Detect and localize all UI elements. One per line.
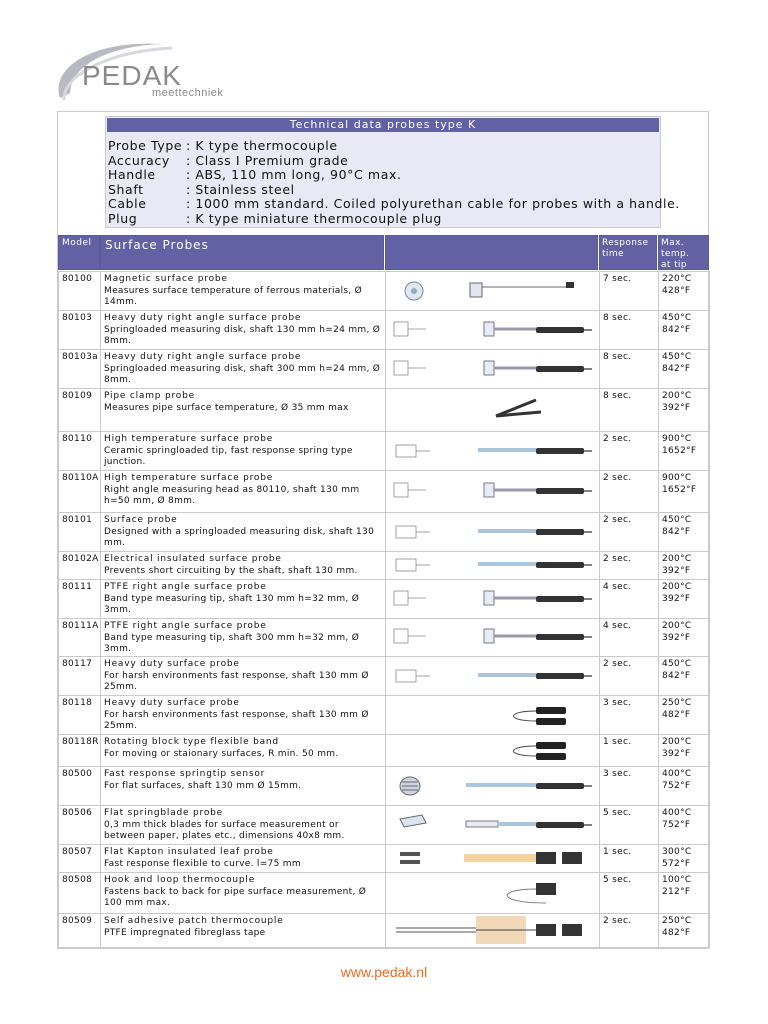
description-cell <box>101 389 386 432</box>
probe-row <box>59 735 710 767</box>
temp-celsius: 300°C <box>662 847 692 857</box>
probe-name: Flat springblade probe <box>104 808 224 818</box>
probe-description: Designed with a springloaded measuring disk, shaft 130 mm. <box>104 526 375 548</box>
probe-description: Prevents short circuiting by the shaft, shaft 130 mm. <box>104 565 358 576</box>
description-cell <box>101 471 386 513</box>
probe-description: Band type measuring tip, shaft 130 mm h=32 mm, Ø 3mm. <box>104 593 360 615</box>
header-image <box>385 235 598 270</box>
temp-fahrenheit: 1652°F <box>662 484 697 495</box>
spec-label: Cable <box>108 196 147 211</box>
temp-fahrenheit: 1652°F <box>662 445 697 456</box>
spec-value: : ABS, 110 mm long, 90°C max. <box>186 167 402 182</box>
temp-celsius: 450°C <box>662 515 692 525</box>
model-cell: 80500 <box>59 767 101 806</box>
response-cell: 5 sec. <box>600 806 659 845</box>
probe-name: Electrical insulated surface probe <box>104 554 282 564</box>
maxtemp-cell <box>659 657 710 696</box>
cable-probe-icon <box>386 735 600 767</box>
temp-celsius: 250°C <box>662 698 692 708</box>
description-cell <box>101 272 386 311</box>
temp-celsius: 400°C <box>662 808 692 818</box>
description-cell <box>101 873 386 914</box>
description-cell <box>101 350 386 389</box>
probe-description: Fast response flexible to curve. l=75 mm <box>104 858 301 869</box>
probe-row <box>59 311 710 350</box>
logo-subtitle: meettechniek <box>152 87 224 99</box>
temp-fahrenheit: 842°F <box>662 670 691 681</box>
temp-celsius: 200°C <box>662 554 692 564</box>
probe-row <box>59 914 710 948</box>
probe-name: Flat Kapton insulated leaf probe <box>104 847 274 857</box>
probe-row <box>59 657 710 696</box>
right-angle-probe-icon <box>386 471 600 513</box>
probe-description: Springloaded measuring disk, shaft 130 mm h=24 mm, Ø 8mm. <box>104 324 381 346</box>
header-model: Model <box>58 235 100 270</box>
spec-value: : K type miniature thermocouple plug <box>186 211 442 226</box>
description-cell <box>101 580 386 619</box>
temp-fahrenheit: 392°F <box>662 632 691 643</box>
probe-name: Rotating block type flexible band <box>104 737 279 747</box>
probe-name: Heavy duty right angle surface probe <box>104 313 302 323</box>
right-angle-probe-icon <box>386 619 600 657</box>
model-cell: 80101 <box>59 513 101 552</box>
model-cell: 80103a <box>59 350 101 389</box>
response-cell: 1 sec. <box>600 735 659 767</box>
description-cell <box>101 513 386 552</box>
response-cell: 2 sec. <box>600 657 659 696</box>
probe-name: Heavy duty right angle surface probe <box>104 352 302 362</box>
model-cell: 80506 <box>59 806 101 845</box>
blade-probe-icon <box>386 806 600 845</box>
maxtemp-cell <box>659 873 710 914</box>
probe-description: For harsh environments fast response, shaft 130 mm Ø 25mm. <box>104 709 369 731</box>
model-cell: 80110 <box>59 432 101 471</box>
temp-celsius: 100°C <box>662 875 692 885</box>
model-cell: 80507 <box>59 845 101 873</box>
probe-name: Hook and loop thermocouple <box>104 875 256 885</box>
response-cell: 1 sec. <box>600 845 659 873</box>
straight-probe-icon <box>386 432 600 471</box>
maxtemp-cell <box>659 432 710 471</box>
right-angle-probe-icon <box>386 311 600 350</box>
temp-celsius: 450°C <box>662 659 692 669</box>
maxtemp-cell <box>659 845 710 873</box>
probe-description: Ceramic springloaded tip, fast response spring type junction. <box>104 445 353 467</box>
maxtemp-cell <box>659 311 710 350</box>
maxtemp-cell <box>659 914 710 948</box>
temp-fahrenheit: 392°F <box>662 565 691 576</box>
probe-name: Fast response springtip sensor <box>104 769 266 779</box>
temp-fahrenheit: 482°F <box>662 927 691 938</box>
probe-name: Heavy duty surface probe <box>104 698 240 708</box>
temp-celsius: 900°C <box>662 434 692 444</box>
straight-probe-icon <box>386 552 600 580</box>
response-cell: 2 sec. <box>600 914 659 948</box>
probe-row <box>59 432 710 471</box>
temp-celsius: 900°C <box>662 473 692 483</box>
maxtemp-cell <box>659 552 710 580</box>
model-cell: 80109 <box>59 389 101 432</box>
temp-celsius: 200°C <box>662 621 692 631</box>
temp-celsius: 200°C <box>662 582 692 592</box>
probe-description: 0,3 mm thick blades for surface measurement or between paper, plates etc., dimensions 40x8 mm. <box>104 819 345 841</box>
straight-probe-icon <box>386 513 600 552</box>
probe-row <box>59 272 710 311</box>
response-cell: 2 sec. <box>600 513 659 552</box>
probe-name: Pipe clamp probe <box>104 391 195 401</box>
leaf-probe-icon <box>386 845 600 873</box>
probe-row <box>59 471 710 513</box>
response-cell: 8 sec. <box>600 311 659 350</box>
response-cell: 2 sec. <box>600 471 659 513</box>
spec-label: Plug <box>108 211 138 226</box>
probe-description: Fastens back to back for pipe surface measurement, Ø 100 mm max. <box>104 886 367 908</box>
probe-row <box>59 696 710 735</box>
probe-row <box>59 552 710 580</box>
patch-thermocouple-icon <box>386 914 600 948</box>
temp-fahrenheit: 572°F <box>662 858 691 869</box>
spec-value: : Stainless steel <box>186 182 295 197</box>
description-cell <box>101 696 386 735</box>
response-cell: 2 sec. <box>600 432 659 471</box>
probe-description: Measures surface temperature of ferrous materials, Ø 14mm. <box>104 285 363 307</box>
model-cell: 80103 <box>59 311 101 350</box>
description-cell <box>101 767 386 806</box>
model-cell: 80508 <box>59 873 101 914</box>
probe-row <box>59 580 710 619</box>
description-cell <box>101 432 386 471</box>
maxtemp-cell <box>659 389 710 432</box>
spec-title: Technical data probes type K <box>107 118 659 132</box>
pedak-logo <box>52 38 242 110</box>
description-cell <box>101 311 386 350</box>
probe-row <box>59 806 710 845</box>
response-cell: 3 sec. <box>600 696 659 735</box>
model-cell: 80118R <box>59 735 101 767</box>
probe-name: High temperature surface probe <box>104 434 274 444</box>
probe-description: Measures pipe surface temperature, Ø 35 mm max <box>104 402 349 413</box>
footer-url[interactable]: www.pedak.nl <box>340 964 428 980</box>
right-angle-probe-icon <box>386 350 600 389</box>
response-cell: 7 sec. <box>600 272 659 311</box>
cable-probe-icon <box>386 696 600 735</box>
model-cell: 80118 <box>59 696 101 735</box>
temp-fahrenheit: 392°F <box>662 402 691 413</box>
probe-row <box>59 350 710 389</box>
probe-row <box>59 513 710 552</box>
response-cell: 5 sec. <box>600 873 659 914</box>
spec-label: Handle <box>108 167 156 182</box>
loop-thermocouple-icon <box>386 873 600 914</box>
temp-fahrenheit: 842°F <box>662 363 691 374</box>
description-cell <box>101 914 386 948</box>
response-cell: 3 sec. <box>600 767 659 806</box>
temp-fahrenheit: 428°F <box>662 285 691 296</box>
temp-celsius: 220°C <box>662 274 692 284</box>
probe-description: For flat surfaces, shaft 130 mm Ø 15mm. <box>104 780 302 791</box>
temp-celsius: 450°C <box>662 352 692 362</box>
response-cell: 4 sec. <box>600 619 659 657</box>
header-maxtemp: Max. temp. at tip <box>658 235 709 270</box>
spec-value: : Class I Premium grade <box>186 153 349 168</box>
probe-description: Springloaded measuring disk, shaft 300 mm h=24 mm, Ø 8mm. <box>104 363 381 385</box>
springtip-probe-icon <box>386 767 600 806</box>
description-cell <box>101 735 386 767</box>
spec-label: Accuracy <box>108 153 170 168</box>
temp-fahrenheit: 482°F <box>662 709 691 720</box>
probe-description: Band type measuring tip, shaft 300 mm h=32 mm, Ø 3mm. <box>104 632 360 654</box>
header-section: Surface Probes <box>100 235 384 270</box>
probe-description: PTFE impregnated fibreglass tape <box>104 927 266 938</box>
right-angle-probe-icon <box>386 580 600 619</box>
model-cell: 80111A <box>59 619 101 657</box>
logo-name: PEDAK <box>82 60 182 91</box>
temp-celsius: 400°C <box>662 769 692 779</box>
probe-description: For moving or staionary surfaces, R min. 50 mm. <box>104 748 339 759</box>
description-cell <box>101 552 386 580</box>
model-cell: 80117 <box>59 657 101 696</box>
model-cell: 80102A <box>59 552 101 580</box>
spec-value: : K type thermocouple <box>186 138 338 153</box>
temp-celsius: 250°C <box>662 916 692 926</box>
spec-value: : 1000 mm standard. Coiled polyurethan cable for probes with a handle. <box>186 196 680 211</box>
temp-fahrenheit: 752°F <box>662 780 691 791</box>
temp-celsius: 450°C <box>662 313 692 323</box>
probe-name: High temperature surface probe <box>104 473 274 483</box>
maxtemp-cell <box>659 696 710 735</box>
probe-name: PTFE right angle surface probe <box>104 621 267 631</box>
probe-row <box>59 873 710 914</box>
temp-fahrenheit: 752°F <box>662 819 691 830</box>
maxtemp-cell <box>659 272 710 311</box>
maxtemp-cell <box>659 471 710 513</box>
maxtemp-cell <box>659 767 710 806</box>
temp-celsius: 200°C <box>662 737 692 747</box>
temp-fahrenheit: 392°F <box>662 748 691 759</box>
maxtemp-cell <box>659 350 710 389</box>
description-cell <box>101 657 386 696</box>
probe-table <box>58 271 710 948</box>
response-cell: 8 sec. <box>600 350 659 389</box>
probe-name: Surface probe <box>104 515 178 525</box>
spec-label: Probe Type <box>108 138 183 153</box>
probe-description: Right angle measuring head as 80110, shaft 130 mm h=50 mm, Ø 8mm. <box>104 484 360 506</box>
probe-row <box>59 767 710 806</box>
temp-celsius: 200°C <box>662 391 692 401</box>
temp-fahrenheit: 842°F <box>662 324 691 335</box>
maxtemp-cell <box>659 806 710 845</box>
model-cell: 80509 <box>59 914 101 948</box>
description-cell <box>101 806 386 845</box>
maxtemp-cell <box>659 580 710 619</box>
temp-fahrenheit: 392°F <box>662 593 691 604</box>
description-cell <box>101 845 386 873</box>
probe-name: PTFE right angle surface probe <box>104 582 267 592</box>
response-cell: 8 sec. <box>600 389 659 432</box>
spec-label: Shaft <box>108 182 144 197</box>
description-cell <box>101 619 386 657</box>
pipe-clamp-icon <box>386 389 600 432</box>
maxtemp-cell <box>659 513 710 552</box>
probe-name: Heavy duty surface probe <box>104 659 240 669</box>
model-cell: 80110A <box>59 471 101 513</box>
probe-row <box>59 389 710 432</box>
probe-row <box>59 845 710 873</box>
model-cell: 80111 <box>59 580 101 619</box>
maxtemp-cell <box>659 619 710 657</box>
temp-fahrenheit: 842°F <box>662 526 691 537</box>
response-cell: 4 sec. <box>600 580 659 619</box>
probe-name: Magnetic surface probe <box>104 274 228 284</box>
straight-probe-icon <box>386 657 600 696</box>
header-response: Response time <box>599 235 657 270</box>
model-cell: 80100 <box>59 272 101 311</box>
probe-description: For harsh environments fast response, shaft 130 mm Ø 25mm. <box>104 670 369 692</box>
magnetic-probe-icon <box>386 272 600 311</box>
probe-row <box>59 619 710 657</box>
probe-name: Self adhesive patch thermocouple <box>104 916 284 926</box>
response-cell: 2 sec. <box>600 552 659 580</box>
maxtemp-cell <box>659 735 710 767</box>
temp-fahrenheit: 212°F <box>662 886 691 897</box>
